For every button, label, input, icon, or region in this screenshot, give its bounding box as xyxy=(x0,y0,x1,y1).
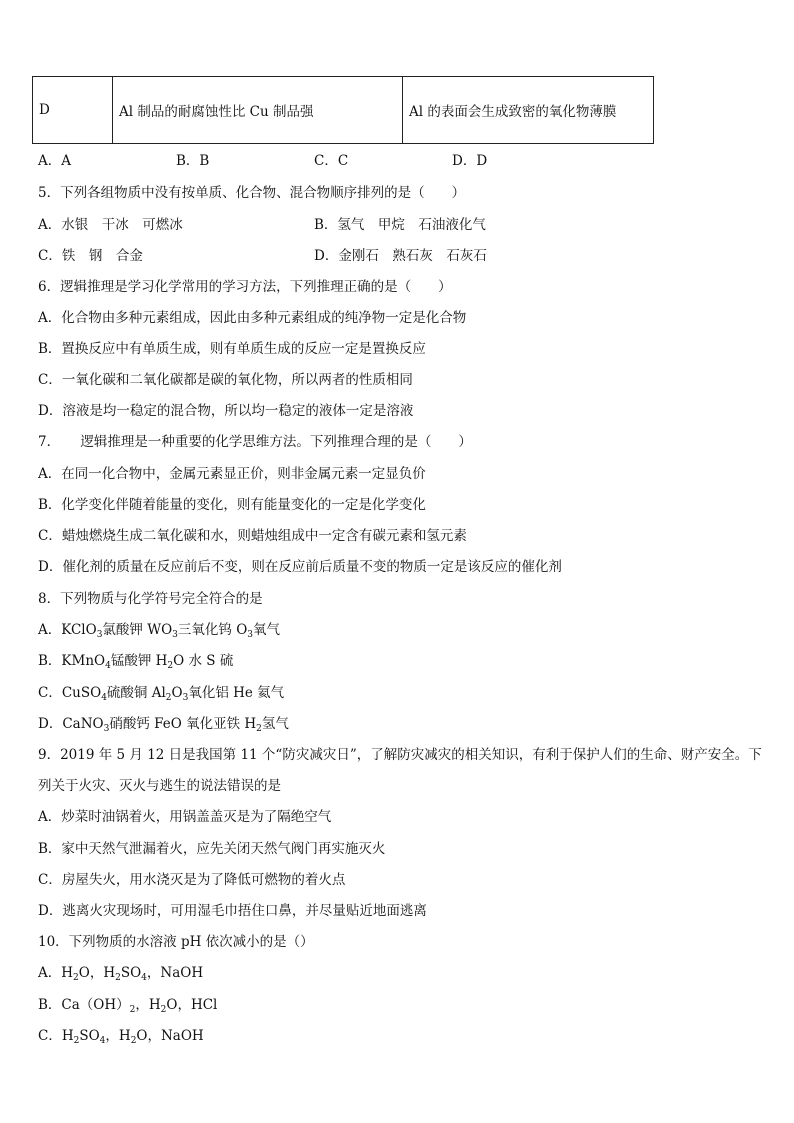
q7-stem: 7． 逻辑推理是一种重要的化学思维方法。下列推理合理的是（ ） xyxy=(38,434,472,450)
q8-option-c: C．CuSO$_4$硫酸铜 $Al_2O_3$氧化铝 He 氦气 xyxy=(38,685,285,703)
q8-option-b: B．KMnO$_4$锰酸钾 $H_2O$ 水 S 硫 xyxy=(38,653,234,671)
answer-table xyxy=(32,76,654,144)
option-d: D．D xyxy=(452,153,488,169)
option-b: B．B xyxy=(176,153,210,169)
option-a: A．水银 干冰 可燃冰 xyxy=(38,217,183,233)
q7-option-a: A．在同一化合物中，金属元素显正价，则非金属元素一定显负价 xyxy=(38,466,426,482)
q10-option-a: A．$H_2O$，$H_2SO_4$，NaOH xyxy=(38,965,204,983)
option-b: B．氢气 甲烷 石油液化气 xyxy=(314,217,486,233)
q9-option-a: A．炒菜时油锅着火，用锅盖盖灭是为了隔绝空气 xyxy=(38,809,332,825)
q9-option-c: C．房屋失火，用水浇灭是为了降低可燃物的着火点 xyxy=(38,872,346,888)
q6-option-a: A．化合物由多种元素组成，因此由多种元素组成的纯净物一定是化合物 xyxy=(38,310,467,326)
q8-option-d: D．CaNO$_3$硝酸钙 FeO 氧化亚铁 $H_2$氢气 xyxy=(38,716,289,734)
q6-stem: 6．逻辑推理是学习化学常用的学习方法，下列推理正确的是（ ） xyxy=(38,279,452,295)
option-a: A．A xyxy=(38,153,71,169)
q6-option-d: D．溶液是均一稳定的混合物，所以均一稳定的液体一定是溶液 xyxy=(38,403,414,419)
q8-stem: 8．下列物质与化学符号完全符合的是 xyxy=(38,591,263,607)
q6-option-c: C．一氧化碳和二氧化碳都是碳的氧化物，所以两者的性质相同 xyxy=(38,372,413,388)
q9-option-d: D．逃离火灾现场时，可用湿毛巾捂住口鼻，并尽量贴近地面逃离 xyxy=(38,903,427,919)
q5-stem: 5．下列各组物质中没有按单质、化合物、混合物顺序排列的是（ ） xyxy=(38,185,466,201)
table-row xyxy=(33,77,654,144)
q9-option-b: B．家中天然气泄漏着火，应先关闭天然气阀门再实施灭火 xyxy=(38,841,386,857)
row-reason: Al 的表面会生成致密的氧化物薄膜 xyxy=(403,77,654,144)
q7-option-c: C．蜡烛燃烧生成二氧化碳和水，则蜡烛组成中一定含有碳元素和氢元素 xyxy=(38,528,467,544)
q9-stem-line2: 列关于火灾、灭火与逃生的说法错误的是 xyxy=(38,778,281,794)
option-d: D．金刚石 熟石灰 石灰石 xyxy=(314,248,487,264)
q10-stem: 10．下列物质的水溶液 pH 依次减小的是（） xyxy=(38,934,314,950)
q6-option-b: B．置换反应中有单质生成，则有单质生成的反应一定是置换反应 xyxy=(38,341,426,357)
option-c: C．铁 钢 合金 xyxy=(38,248,143,264)
q10-option-b: B．$Ca(OH)_2$，$H_2O$，HCl xyxy=(38,997,218,1015)
q7-option-b: B．化学变化伴随着能量的变化，则有能量变化的一定是化学变化 xyxy=(38,497,426,513)
q9-stem-line1: 9．2019 年 5 月 12 日是我国第 11 个“防灾减灾日”，了解防灾减灾的相关知识，有利于保护人们的生命、财产安全。下 xyxy=(38,747,762,763)
q4-options xyxy=(38,152,590,170)
q5-options-row2 xyxy=(38,247,590,265)
q8-option-a: A．KClO$_3$氯酸钾 $WO_3$三氧化钨 $O_3$氧气 xyxy=(38,622,280,640)
row-label: D xyxy=(33,77,113,144)
option-c: C．C xyxy=(314,153,349,169)
q10-option-c: C．$H_2SO_4$，$H_2O$，NaOH xyxy=(38,1028,204,1046)
q7-option-d: D．催化剂的质量在反应前后不变，则在反应前后质量不变的物质一定是该反应的催化剂 xyxy=(38,559,562,575)
row-fact: Al 制品的耐腐蚀性比 Cu 制品强 xyxy=(113,77,403,144)
q5-options-row1 xyxy=(38,216,590,234)
